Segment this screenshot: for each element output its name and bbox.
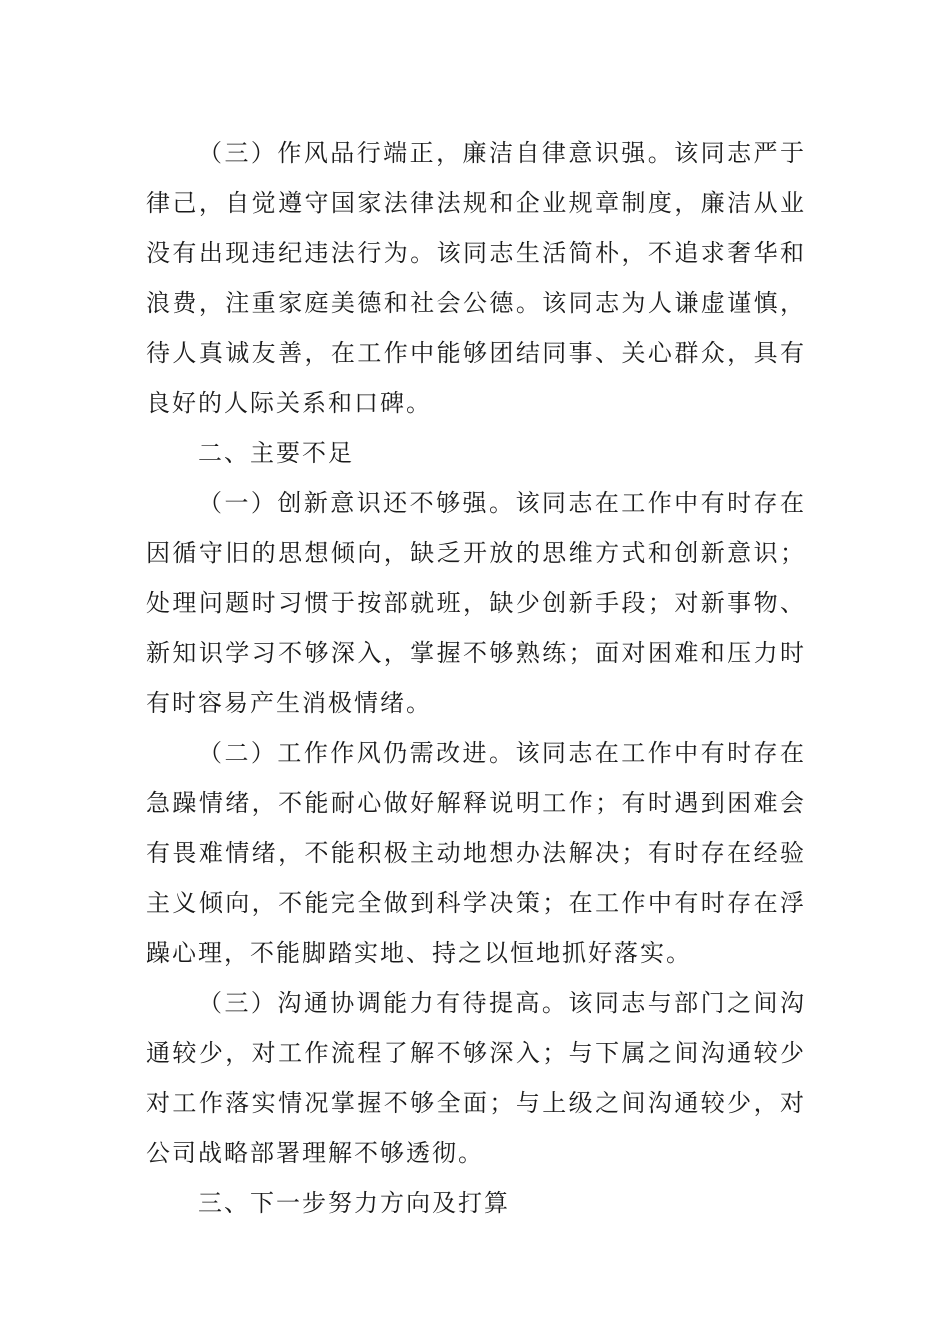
paragraph-conduct-integrity: （三）作风品行端正，廉洁自律意识强。该同志严于律己，自觉遵守国家法律法规和企业规章制度，廉洁从业没有出现违纪违法行为。该同志生活简朴，不追求奢华和浪费，注重家庭美德和社会公德。该同志为人谦虚谨慎，待人真诚友善，在工作中能够团结同事、关心群众，具有良好的人际关系和口碑。: [146, 139, 806, 417]
section-heading-next-steps: 三、下一步努力方向及打算: [198, 1189, 510, 1217]
paragraph-innovation: （一）创新意识还不够强。该同志在工作中有时存在因循守旧的思想倾向，缺乏开放的思维方式和创新意识；处理问题时习惯于按部就班，缺少创新手段；对新事物、新知识学习不够深入，掌握不够熟练；面对困难和压力时有时容易产生消极情绪。: [146, 489, 806, 717]
section-heading-shortcomings: 二、主要不足: [198, 439, 354, 467]
paragraph-communication: （三）沟通协调能力有待提高。该同志与部门之间沟通较少，对工作流程了解不够深入；与下属之间沟通较少对工作落实情况掌握不够全面；与上级之间沟通较少，对公司战略部署理解不够透彻。: [146, 989, 806, 1167]
paragraph-work-style: （二）工作作风仍需改进。该同志在工作中有时存在急躁情绪，不能耐心做好解释说明工作；有时遇到困难会有畏难情绪，不能积极主动地想办法解决；有时存在经验主义倾向，不能完全做到科学决策；在工作中有时存在浮躁心理，不能脚踏实地、持之以恒地抓好落实。: [146, 739, 806, 967]
document-body: [146, 128, 806, 1228]
